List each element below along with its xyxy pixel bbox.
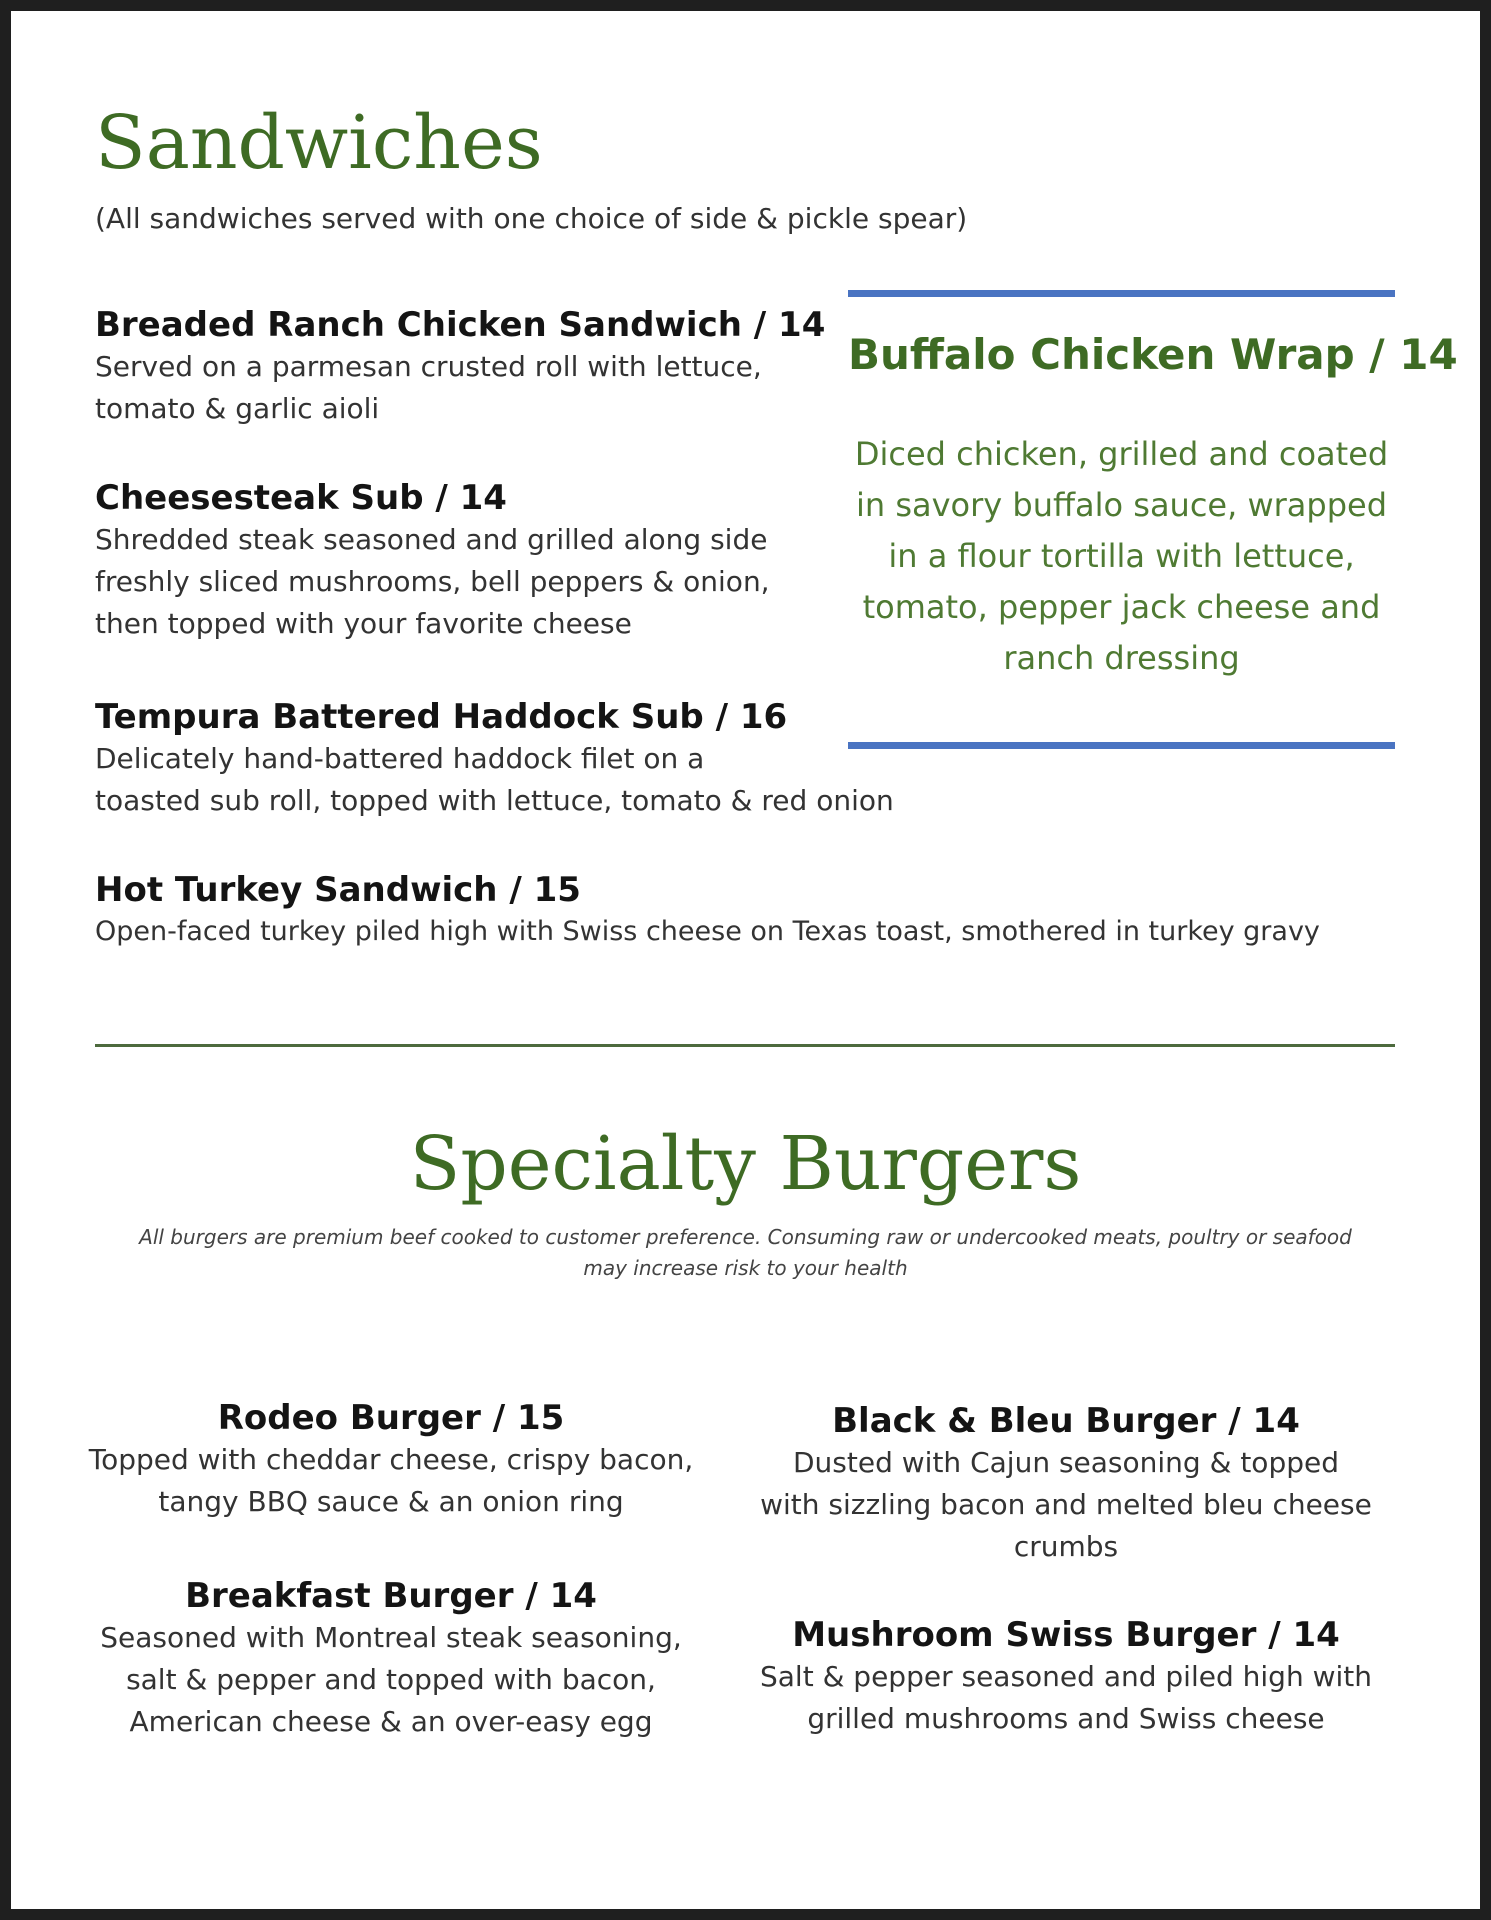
item-desc-line: Salt & pepper seasoned and piled high with: [759, 1660, 1372, 1693]
item-desc-line: tomato & garlic aioli: [95, 392, 380, 425]
item-title: Rodeo Burger / 15: [217, 1398, 565, 1438]
menu-item: [95, 696, 995, 822]
item-title: Hot Turkey Sandwich / 15: [95, 870, 581, 910]
burgers-title: Specialty Burgers: [409, 1121, 1082, 1207]
item-desc-line: Served on a parmesan crusted roll with lettuce,: [95, 350, 762, 383]
item-title: Breakfast Burger / 14: [185, 1576, 597, 1616]
menu-item: [726, 1614, 1406, 1740]
feature-bottom-rule: [848, 742, 1395, 749]
feature-desc-line: tomato, pepper jack cheese and: [862, 588, 1381, 626]
feature-desc-line: Diced chicken, grilled and coated: [854, 435, 1389, 473]
feature-desc-line: in savory buffalo sauce, wrapped: [855, 486, 1388, 524]
item-title: Breaded Ranch Chicken Sandwich / 14: [95, 305, 826, 345]
item-desc-line: Topped with cheddar cheese, crispy bacon,: [88, 1443, 694, 1476]
menu-item: [95, 869, 1415, 953]
menu-item: [726, 1400, 1406, 1568]
item-title: Cheesesteak Sub / 14: [95, 478, 507, 518]
item-desc-line: American cheese & an over-easy egg: [129, 1705, 653, 1738]
sandwiches-title: Sandwiches: [95, 100, 543, 186]
feature-desc: [848, 429, 1395, 684]
burgers-note-line: may increase risk to your health: [583, 1256, 908, 1280]
item-title: Tempura Battered Haddock Sub / 16: [95, 697, 788, 737]
item-desc-line: freshly sliced mushrooms, bell peppers & onion,: [95, 565, 770, 598]
item-desc-line: with sizzling bacon and melted bleu cheese: [760, 1488, 1372, 1521]
feature-desc-line: ranch dressing: [1003, 639, 1240, 677]
feature-top-rule: [848, 290, 1395, 297]
menu-item: [95, 304, 826, 430]
item-desc-line: Delicately hand-battered haddock filet on a: [95, 742, 705, 775]
sandwiches-note: (All sandwiches served with one choice of side & pickle spear): [95, 202, 968, 235]
item-desc-line: toasted sub roll, topped with lettuce, tomato & red onion: [95, 784, 894, 817]
burgers-note: [111, 1222, 1380, 1284]
section-divider: [95, 1044, 1395, 1047]
item-title: Mushroom Swiss Burger / 14: [792, 1615, 1340, 1655]
burgers-note-line: All burgers are premium beef cooked to customer preference. Consuming raw or undercooked meats, poultry or seafood: [139, 1225, 1352, 1249]
item-desc-line: Dusted with Cajun seasoning & topped: [793, 1446, 1339, 1479]
item-desc-line: tangy BBQ sauce & an onion ring: [158, 1485, 624, 1518]
item-title: Black & Bleu Burger / 14: [832, 1401, 1300, 1441]
item-desc-line: then topped with your favorite cheese: [95, 607, 632, 640]
menu-page: [11, 11, 1480, 1909]
item-desc-line: salt & pepper and topped with bacon,: [126, 1663, 656, 1696]
item-desc-line: Seasoned with Montreal steak seasoning,: [100, 1621, 682, 1654]
menu-item: [95, 477, 815, 645]
item-desc-line: Shredded steak seasoned and grilled along side: [95, 523, 768, 556]
item-desc-line: crumbs: [1013, 1530, 1119, 1563]
feature-desc-line: in a flour tortilla with lettuce,: [888, 537, 1355, 575]
menu-item: [71, 1575, 711, 1743]
item-desc-line: grilled mushrooms and Swiss cheese: [807, 1702, 1325, 1735]
menu-item: [71, 1397, 711, 1523]
feature-title: Buffalo Chicken Wrap / 14: [848, 330, 1458, 379]
item-desc-line: Open-faced turkey piled high with Swiss cheese on Texas toast, smothered in turkey gravy: [95, 916, 1320, 947]
